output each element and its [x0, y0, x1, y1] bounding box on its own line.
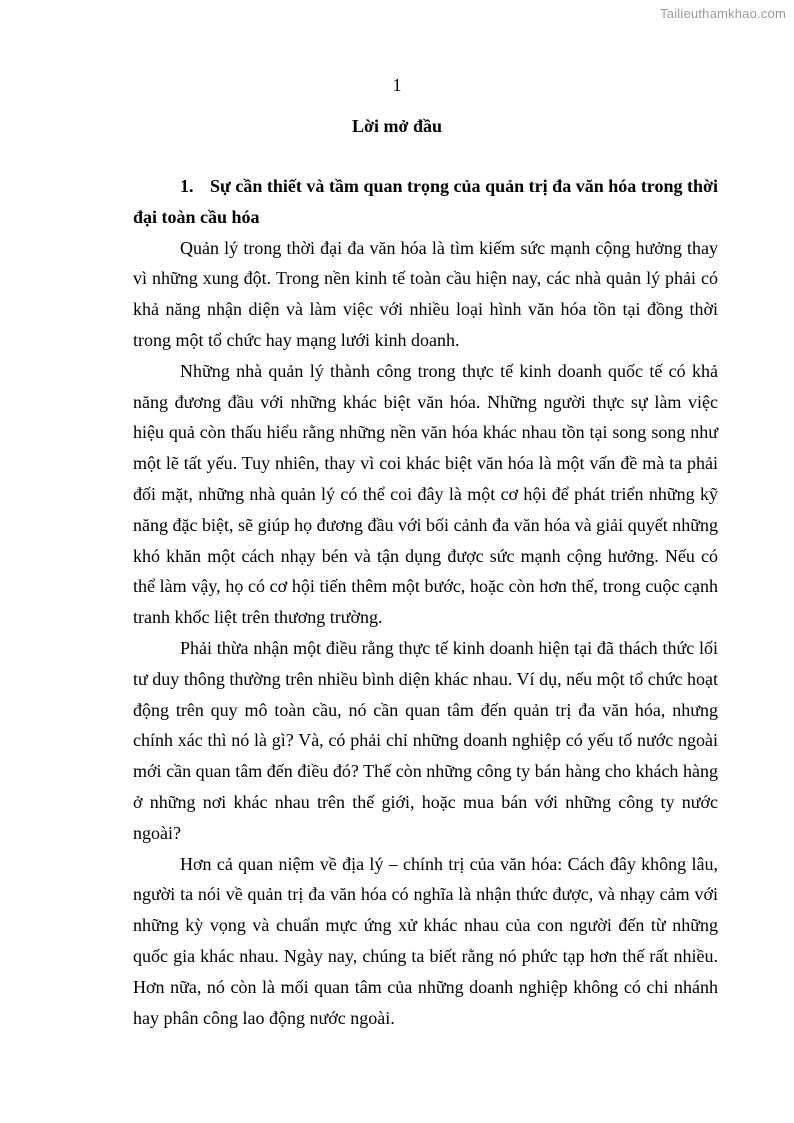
paragraph: Hơn cả quan niệm về địa lý – chính trị của văn hóa: Cách đây không lâu, người ta nói về quản trị đa văn hóa có nghĩa là nhận thức được, và nhạy cảm với những kỳ vọng và chuẩn mực ứng xử khác nhau của con người đến từ những quốc gia khác nhau. Ngày nay, chúng ta biết rằng nó phức tạp hơn thế rất nhiều. Hơn nữa, nó còn là mối quan tâm của những doanh nghiệp không có chi nhánh hay phân công lao động nước ngoài.	[133, 853, 718, 1028]
page-number: 1	[392, 75, 402, 95]
paragraph: Quản lý trong thời đại đa văn hóa là tìm kiếm sức mạnh cộng hưởng thay vì những xung đột. Trong nền kinh tế toàn cầu hiện nay, các nhà quản lý phải có khả năng nhận diện và làm việc với nhiều loại hình văn hóa tồn tại đồng thời trong một tổ chức hay mạng lưới kinh doanh.	[133, 237, 718, 350]
page-title: Lời mở đầu	[352, 116, 442, 136]
paragraph: Những nhà quản lý thành công trong thực tế kinh doanh quốc tế có khả năng đương đầu với những khác biệt văn hóa. Những người thực sự làm việc hiệu quả còn thấu hiểu rằng những nền văn hóa khác nhau tồn tại song song như một lẽ tất yếu. Tuy nhiên, thay vì coi khác biệt văn hóa là một vấn đề mà ta phải đối mặt, những nhà quản lý có thể coi đây là một cơ hội để phát triển những kỹ năng đặc biệt, sẽ giúp họ đương đầu với bối cảnh đa văn hóa và giải quyết những khó khăn một cách nhạy bén và tận dụng được sức mạnh cộng hưởng. Nếu có thể làm vậy, họ có cơ hội tiến thêm một bước, hoặc còn hơn thế, trong cuộc cạnh tranh khốc liệt trên thương trường.	[133, 360, 718, 628]
paragraph: Phải thừa nhận một điều rằng thực tế kinh doanh hiện tại đã thách thức lối tư duy thông thường trên nhiều bình diện khác nhau. Ví dụ, nếu một tổ chức hoạt động trên quy mô toàn cầu, nó cần quan tâm đến quản trị đa văn hóa, nhưng chính xác thì nó là gì? Và, có phải chỉ những doanh nghiệp có yếu tố nước ngoài mới cần quan tâm đến điều đó? Thế còn những công ty bán hàng cho khách hàng ở những nơi khác nhau trên thế giới, hoặc mua bán với những công ty nước ngoài?	[133, 637, 718, 843]
watermark-text: Tailieuthamkhao.com	[660, 6, 786, 21]
section-number: 1.	[180, 176, 194, 196]
section-heading-text: Sự cần thiết và tầm quan trọng của quản trị đa văn hóa trong thời đại toàn cầu hóa	[133, 176, 718, 227]
document-body	[133, 171, 718, 1033]
section-heading	[133, 171, 718, 233]
